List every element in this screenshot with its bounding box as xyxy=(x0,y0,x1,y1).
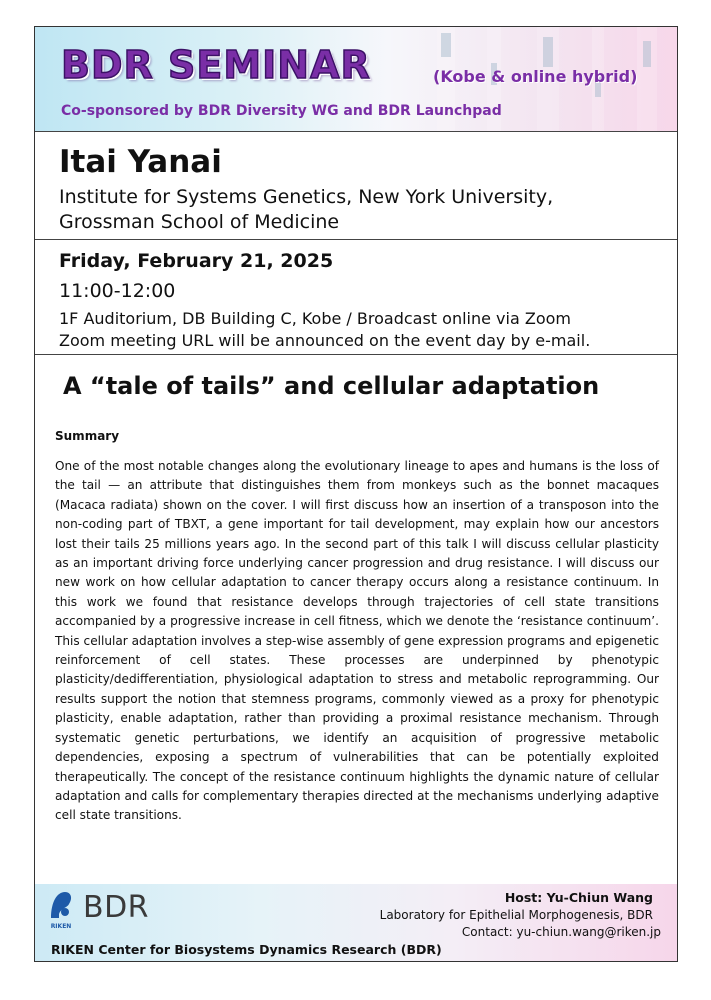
divider xyxy=(35,131,677,132)
riken-logo-label: RIKEN xyxy=(50,923,72,930)
riken-logo-icon xyxy=(47,888,75,930)
event-date: Friday, February 21, 2025 xyxy=(59,250,334,272)
bdr-logo: BDR xyxy=(83,890,150,925)
summary-heading: Summary xyxy=(55,429,120,443)
host-name: Host: Yu-Chiun Wang xyxy=(504,890,653,905)
speaker-name: Itai Yanai xyxy=(59,144,222,180)
footer xyxy=(35,884,677,962)
seminar-series-title: BDR SEMINAR xyxy=(61,43,371,87)
event-time: 11:00-12:00 xyxy=(59,280,176,302)
seminar-format-label: (Kobe & online hybrid) xyxy=(433,67,638,86)
divider xyxy=(35,354,677,355)
affiliation-line: Institute for Systems Genetics, New York University, xyxy=(59,186,554,208)
talk-title: A “tale of tails” and cellular adaptation xyxy=(63,372,600,400)
event-venue xyxy=(59,308,669,352)
center-name: RIKEN Center for Biosystems Dynamics Research (BDR) xyxy=(51,942,442,957)
divider xyxy=(35,239,677,240)
host-laboratory: Laboratory for Epithelial Morphogenesis, BDR xyxy=(379,908,653,922)
header-banner xyxy=(35,27,677,131)
speaker-affiliation xyxy=(59,185,659,235)
venue-line: 1F Auditorium, DB Building C, Kobe / Broadcast online via Zoom xyxy=(59,309,571,328)
host-contact: Contact: yu-chiun.wang@riken.jp xyxy=(461,925,661,939)
co-sponsor-line: Co-sponsored by BDR Diversity WG and BDR Launchpad xyxy=(61,103,502,119)
seminar-poster xyxy=(34,26,678,962)
summary-text: One of the most notable changes along the evolutionary lineage to apes and humans is the loss of the tail — an attribute that distinguishes them from monkeys such as the bonnet macaques (Macaca radiata) shown on the cover. I will first discuss how an insertion of a transposon into the non-coding part of TBXT, a gene important for tail development, may explain how our ancestors lost their tails 25 millions years ago. In the second part of this talk I will discuss cellular plasticity as an important driving force underlying cancer progression and drug resistance. I will discuss our new work on how cellular adaptation to cancer therapy occurs along a resistance continuum. In this work we found that resistance develops through trajectories of cell state transitions accompanied by a progressive increase in cell fitness, which we denote the ‘resistance continuum’. This cellular adaptation involves a step-wise assembly of gene expression programs and epigenetic reinforcement of cell states. These processes are underpinned by phenotypic plasticity/dedifferentiation, physiological adaptation to stress and metabolic reprogramming. Our results support the notion that stemness programs, commonly viewed as a proxy for phenotypic plasticity, enable adaptation, rather than providing a proximal resistance mechanism. Through systematic genetic perturbations, we identify an acquisition of progressive metabolic dependencies, exposing a spectrum of vulnerabilities that can be potentially exploited therapeutically. The concept of the resistance continuum highlights the dynamic nature of cellular adaptation and calls for complementary therapies directed at the mechanisms underlying adaptive cell state transitions. xyxy=(55,459,659,823)
affiliation-line: Grossman School of Medicine xyxy=(59,211,340,233)
zoom-note: Zoom meeting URL will be announced on the event day by e-mail. xyxy=(59,331,591,350)
